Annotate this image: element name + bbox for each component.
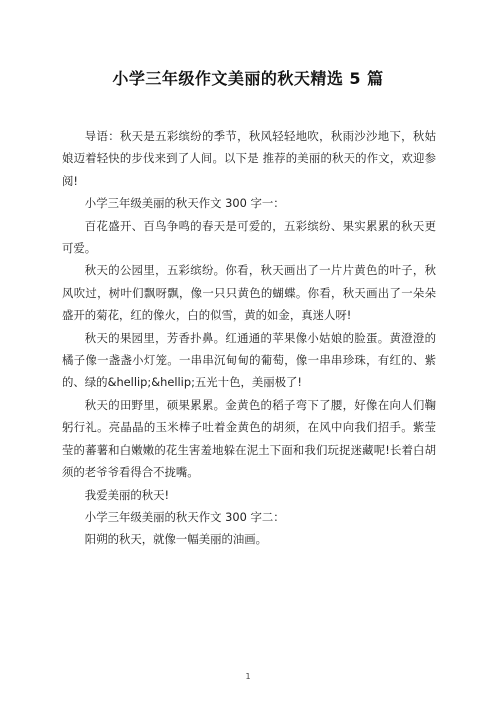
document-body xyxy=(62,125,436,551)
document-title: 小学三年级作文美丽的秋天精选 5 篇 xyxy=(112,69,384,88)
paragraph: 秋天的公园里，五彩缤纷。你看，秋天画出了一片片黄色的叶子，秋风吹过，树叶们飘呀飘，像一只只黄色的蝴蝶。你看，秋天画出了一朵朵盛开的菊花，红的像火，白的似雪，黄的如金，真迷人呀! xyxy=(62,263,436,323)
paragraph-heading-two: 小学三年级美丽的秋天作文 300 字二： xyxy=(84,509,285,524)
page-number: 1 xyxy=(245,672,251,681)
paragraph: 百花盛开、百鸟争鸣的春天是可爱的，五彩缤纷、果实累累的秋天更可爱。 xyxy=(62,218,436,256)
paragraph: 阳朔的秋天，就像一幅美丽的油画。 xyxy=(84,532,268,547)
paragraph: 秋天的果园里，芳香扑鼻。红通通的苹果像小姑娘的脸蛋。黄澄澄的橘子像一盏盏小灯笼。一串串沉甸甸的葡萄，像一串串珍珠，有红的、紫的、绿的&hellip;&hellip;五光十色，美丽极了! xyxy=(62,330,436,390)
paragraph-intro: 导语：秋天是五彩缤纷的季节，秋风轻轻地吹，秋雨沙沙地下，秋姑娘迈着轻快的步伐来到了人间。以下是 推荐的美丽的秋天的作文，欢迎参阅! xyxy=(62,129,436,188)
paragraph-heading-one: 小学三年级美丽的秋天作文 300 字一： xyxy=(84,196,285,211)
paragraph: 秋天的田野里，硕果累累。金黄色的稻子弯下了腰，好像在向人们鞠躬行礼。亮晶晶的玉米棒子吐着金黄色的胡须，在风中向我们招手。紫莹莹的蕃薯和白嫩嫩的花生害羞地躲在泥土下面和我们玩捉迷藏呢!长着白胡须的老爷爷看得合不拢嘴。 xyxy=(62,397,436,480)
paragraph: 我爱美丽的秋天! xyxy=(84,487,170,502)
